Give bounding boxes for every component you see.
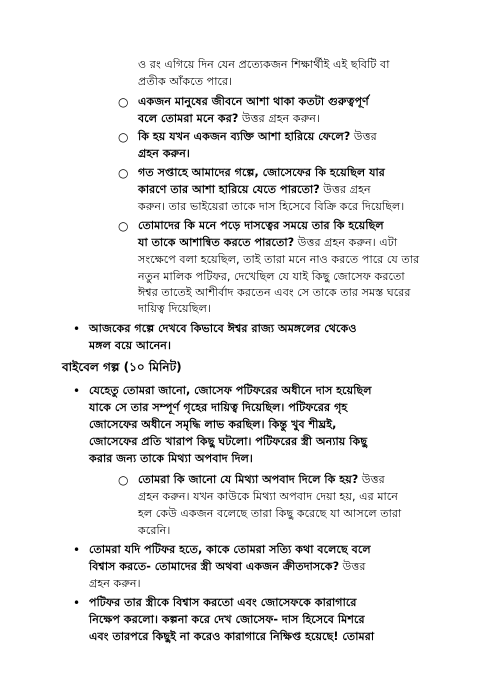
today-line-1: আজকের গল্পে দেখবে কিভাবে ঈশ্বর রাজ্য অমঙ্গলের থেকেও	[89, 322, 357, 335]
q4-line-1: তোমাদের কি মনে পড়ে দাসত্বের সময়ে তার কি হয়েছিল	[138, 219, 384, 232]
dot-bullet: •	[73, 322, 81, 336]
q6-line-2	[89, 560, 366, 574]
q3-line-2-bold: কারণে তার আশা হারিয়ে যেতে পারতো?	[138, 183, 320, 196]
story2-line-3: এবং তারপরে কিছুই না করেও কারাগারে নিক্ষিপ্ত হয়েছে! তোমরা	[89, 630, 375, 643]
q5-line-2: গ্রহন করুন। যখন কাউকে মিথ্যা অপবাদ দেয়া হয়, এর মানে	[138, 490, 398, 503]
q2-line-1	[138, 130, 377, 144]
story1-line-3: জোসেফের অধীনে সমৃদ্ধি লাভ করছিল। কিন্তু খুব শীঘ্রই,	[89, 418, 337, 431]
continuation-line-2: প্রতীক আঁকতে পারে।	[138, 75, 233, 88]
q3-line-2-normal: উত্তর গ্রহন	[319, 183, 371, 196]
circle-bullet: ○	[118, 219, 129, 233]
story2-line-2: নিক্ষেপ করলো। কল্পনা করে দেখ জোসেফ- দাস হিসেবে মিশরে	[89, 613, 365, 626]
story1-line-4: জোসেফের প্রতি খারাপ কিছু ঘটলো। পটিফরের স্ত্রী অন্যায় কিছু	[89, 435, 368, 448]
q4-line-2-bold: যা তাকে আশান্বিত করতে পারতো?	[138, 236, 295, 249]
circle-bullet: ○	[118, 473, 129, 487]
q1-line-2-bold: বলে তোমরা মনে কর?	[138, 112, 239, 125]
circle-bullet: ○	[118, 130, 129, 144]
q2-line-1-bold: কি হয় যখন একজন ব্যক্তি আশা হারিয়ে ফেলে?	[138, 130, 351, 143]
circle-bullet: ○	[118, 166, 129, 180]
q1-line-2-normal: উত্তর গ্রহন করুন।	[238, 112, 320, 125]
q2-line-1-normal: উত্তর	[350, 130, 377, 143]
dot-bullet: •	[73, 596, 81, 610]
q3-line-2	[138, 183, 371, 197]
story1-line-2: যাকে সে তার সম্পূর্ণ গৃহের দায়িত্ব দিয়েছিল। পটিফরের গৃহ	[89, 401, 348, 414]
q5-line-3: হল কেউ একজন বলেছে তারা কিছু করেছে যা আসলে তারা	[138, 507, 402, 520]
q4-line-2-normal: উত্তর গ্রহন করুন। এটা	[294, 236, 398, 249]
continuation-line-1: ও রং এগিয়ে দিন যেন প্রত্যেকজন শিক্ষার্থীই এই ছবিটি বা	[138, 58, 390, 71]
dot-bullet: •	[73, 384, 81, 398]
q5-line-1-normal: উত্তর	[358, 473, 385, 486]
q4-line-5: ঈশ্বর তাতেই আশীর্বাদ করতেন এবং সে তাকে তার সমস্ত ঘরের	[138, 286, 411, 299]
q3-line-1: গত সপ্তাহে আমাদের গল্পে, জোসেফের কি হয়েছিল যার	[138, 166, 385, 179]
q1-line-1: একজন মানুষের জীবনে আশা থাকা কতটা গুরুত্বপূর্ণ	[138, 95, 369, 108]
q2-line-2: গ্রহন করুন।	[138, 147, 190, 160]
q3-line-3: করুন। তার ভাইয়েরা তাকে দাস হিসেবে বিক্রি করে দিয়েছিল।	[138, 200, 405, 213]
q6-line-2-normal: উত্তর	[339, 560, 366, 573]
story2-line-1: পটিফর তার স্ত্রীকে বিশ্বাস করতো এবং জোসেফকে কারাগারে	[89, 596, 357, 609]
q5-line-1	[138, 473, 385, 487]
circle-bullet: ○	[118, 95, 129, 109]
today-line-2: মঙ্গল বয়ে আনেন।	[89, 339, 171, 352]
q6-line-2-bold: বিশ্বাস করতে- তোমাদের স্ত্রী অথবা একজন ক্রীতদাসকে?	[89, 560, 340, 573]
story1-line-1: যেহেতু তোমরা জানো, জোসেফ পটিফরের অধীনে দাস হয়েছিল	[89, 384, 372, 397]
q4-line-4: নতুন মালিক পটিফর, দেখেছিল যে যাই কিছু জোসেফ করতো	[138, 270, 405, 283]
q5-line-4: করেনি।	[138, 524, 171, 537]
q6-line-3: গ্রহন করুন।	[89, 577, 141, 590]
q4-line-6: দায়িত্ব দিয়েছিল।	[138, 302, 211, 315]
q5-line-1-bold: তোমরা কি জানো যে মিথ্যা অপবাদ দিলে কি হয়?	[138, 473, 359, 486]
story1-line-5: করার জন্য তাকে মিথ্যা অপবাদ দিল।	[89, 452, 253, 465]
q4-line-2	[138, 236, 397, 250]
q6-line-1: তোমরা যদি পটিফর হতে, কাকে তোমরা সত্যি কথা বলেছে বলে	[89, 543, 371, 556]
q1-line-2	[138, 112, 320, 126]
dot-bullet: •	[73, 543, 81, 557]
section-heading: বাইবেল গল্প (১০ মিনিট)	[62, 360, 182, 374]
q4-line-3: সংক্ষেপে বলা হয়েছিল, তাই তারা মনে নাও করতে পারে যে তার	[138, 253, 420, 266]
